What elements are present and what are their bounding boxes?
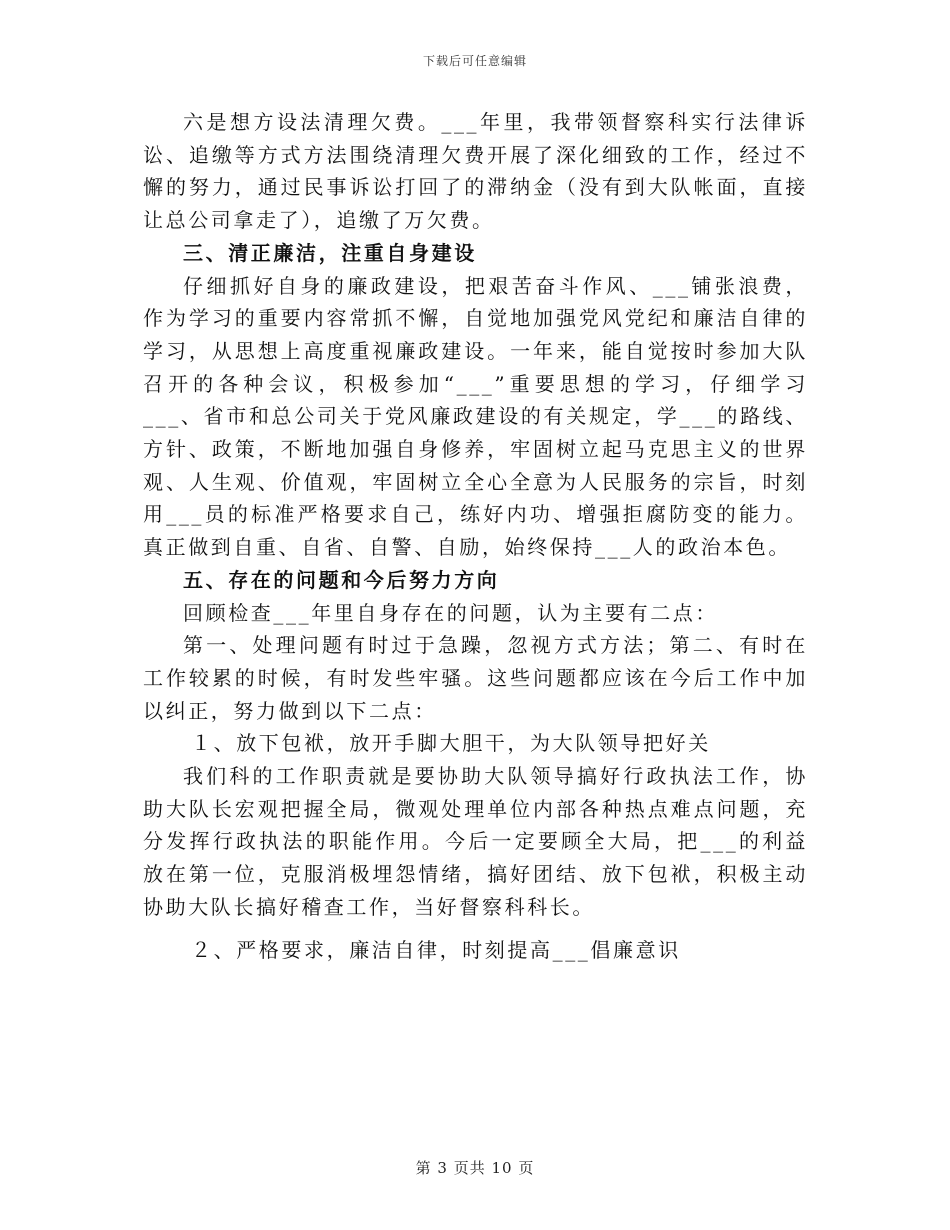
section-heading-integrity: 三、清正廉洁，注重自身建设 [183,240,477,265]
paragraph-review: 回顾检查___年里自身存在的问题，认为主要有二点： [183,600,718,625]
paragraph-problems: 第一、处理问题有时过于急躁，忽视方式方法；第二、有时在工作较累的时候，有时发些牢骚。这些问题都应该在今后工作中加以纠正，努力做到以下二点： [143,633,808,723]
section-heading-problems: 五、存在的问题和今后努力方向 [183,567,500,592]
page-footer: 第 3 页共 10 页 [415,1159,535,1177]
document-body [143,106,808,966]
page-header: 下载后可任意编辑 [422,54,527,68]
paragraph-integrity: 仔细抓好自身的廉政建设，把艰苦奋斗作风、___铺张浪费，作为学习的重要内容常抓不懈，自觉地加强党风党纪和廉洁自律的学习，从思想上高度重视廉政建设。一年来，能自觉按时参加大队召开的各种会议，积极参加“___”重要思想的学习，仔细学习___、省市和总公司关于党风廉政建设的有关规定，学___的路线、方针、政策，不断地加强自身修养，牢固树立起马克思主义的世界观、人生观、价值观，牢固树立全心全意为人民服务的宗旨，时刻用___员的标准严格要求自己，练好内功、增强拒腐防变的能力。真正做到自重、自省、自警、自励，始终保持___人的政治本色。 [143,273,808,560]
paragraph-duties: 我们科的工作职责就是要协助大队领导搞好行政执法工作，协助大队长宏观把握全局，微观处理单位内部各种热点难点问题，充分发挥行政执法的职能作用。今后一定要顾全大局，把___的利益放在第一位，克服消极埋怨情绪，搞好团结、放下包袱，积极主动协助大队长搞好稽查工作，当好督察科科长。 [143,764,808,919]
subheading-point-1: １、放下包袱，放开手脚大胆干，为大队领导把好关 [191,731,711,756]
paragraph-clear-arrears: 六是想方设法清理欠费。___年里，我带领督察科实行法律诉讼、追缴等方式方法围绕清理欠费开展了深化细致的工作，经过不懈的努力，通过民事诉讼打回了的滞纳金（没有到大队帐面，直接让总公司拿走了），追缴了万欠费。 [143,110,808,233]
subheading-point-2: ２、严格要求，廉洁自律，时刻提高___倡廉意识 [191,937,681,962]
